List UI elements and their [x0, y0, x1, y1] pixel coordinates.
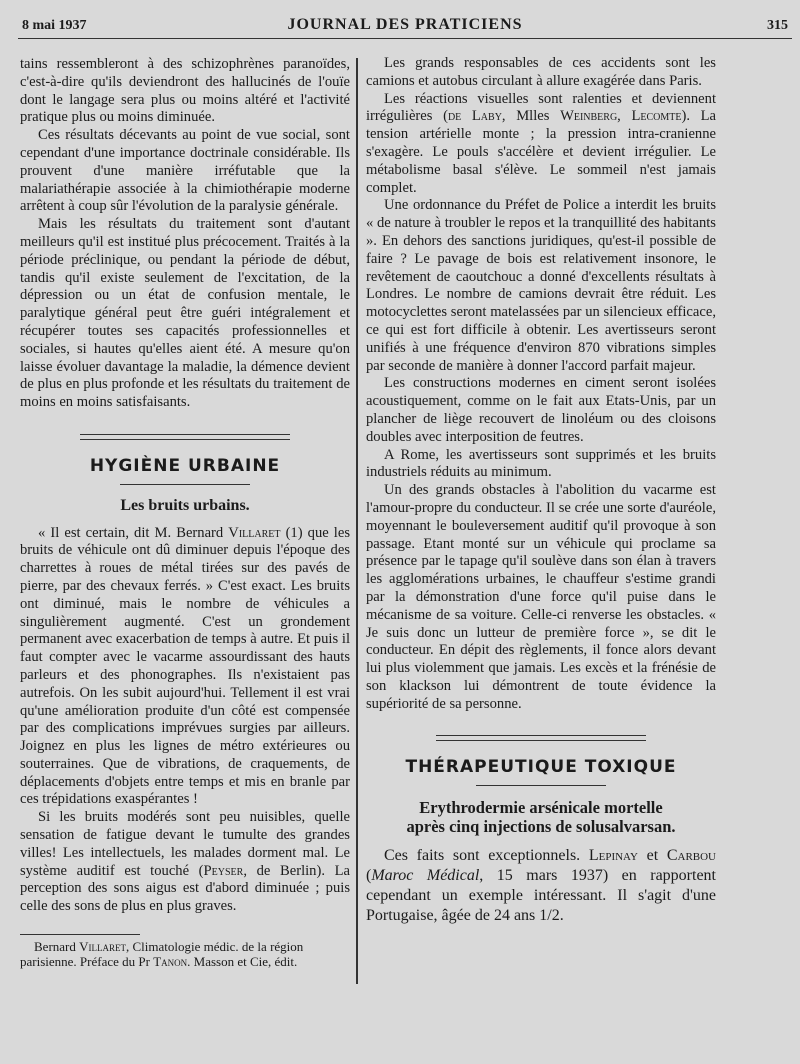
paragraph: Les constructions modernes en ciment seront isolées acoustiquement, comme on le fait aux Etats-Unis, par un plancher de liège recouvert de linoléum ou des cloisons doubles avec interposition de feutres. — [366, 375, 716, 445]
author-name: Villaret — [228, 524, 281, 541]
paragraph: A Rome, les avertisseurs sont supprimés et les bruits industriels réduits au minimum. — [366, 446, 716, 481]
author-name: Peyser — [203, 862, 244, 879]
paragraph: Si les bruits modérés sont peu nuisibles, quelle sensation de fatigue devant le tumulte des grandes villes! Les intellectuels, les malades dorment mal. Le système auditif est touché (Peyser, de Berlin). La perception des sons aigus est d'abord diminuée ; puis celle des sons de plus en plus graves. — [20, 809, 350, 915]
section-title-hygiene: HYGIÈNE URBAINE — [89, 455, 281, 476]
paragraph: Les grands responsables de ces accidents sont les camions et autobus circulant à allure exagérée dans Paris. — [366, 55, 716, 89]
left-column — [20, 56, 350, 969]
paragraph: Les réactions visuelles sont ralenties et deviennent irrégulières (de Laby, Mlles Weinberg, Lecomte). La tension artérielle monte ; la pression intra-cranienne s'exagère. Le pouls s'accélère et devient irrégulier. Le métabolisme basal s'élève. Le sommeil n'est jamais complet. — [366, 90, 717, 196]
right-column — [366, 55, 716, 926]
column-divider — [356, 58, 358, 984]
page-number: 315 — [767, 18, 788, 33]
section-separator — [436, 735, 646, 741]
footnote-rule — [20, 934, 140, 935]
section-title-therapeutique: THÉRAPEUTIQUE TOXIQUE — [405, 757, 677, 778]
header-rule — [18, 38, 792, 39]
paragraph: « Il est certain, dit M. Bernard Villaret (1) que les bruits de véhicule ont dû diminuer depuis l'époque des charrettes à roues de métal tirées sur des pavés de pierre, par des chevaux ferrés. » C'est exact. Les bruits ont diminué, mais le nombre de véhicules a singulièrement augmenté. C'est un grondement permanent avec exacerbation de temps à autre. Et puis il faut compter avec le vacarme assourdissant des hauts parleurs et des phonographes. Ils n'existaient pas autrefois. On les subit aujourd'hui. Tellement il est vrai qu'une amélioration produite d'un côté est compensée par des complications imprévues surgies par ailleurs. Joignez en plus les lignes de métro extérieures ou souterraines. Que de vibrations, de craquements, de déplacements d'objets entre temps et mis en branle par ces trépidations exaspérantes ! — [20, 524, 351, 808]
journal-reference: Maroc Médical — [371, 867, 480, 885]
article-title-erythrodermie: Erythrodermie arsénicale mortelle après cinq injections de solusalvarsan. — [406, 798, 676, 837]
title-underline — [476, 785, 606, 786]
article-title-bruits: Les bruits urbains. — [120, 496, 250, 514]
paragraph: Une ordonnance du Préfet de Police a interdit les bruits « de nature à troubler le repos et la tranquillité des habitants ». En dehors des sanctions juridiques, qu'est-il possible de faire ? Le pavage de bois est relativement insonore, le revêtement de caoutchouc a donné d'excellents résultats à Londres. Le nombre de camions devrait être réduit. Les motocyclettes seront matelassées par un silencieux efficace, ce qui est fort difficile à obtenir. Les avertisseurs seront unifiés à une fréquence d'environ 870 vibrations simples par seconde de manière à donner l'accord parfait majeur. — [366, 197, 716, 374]
footnote: Bernard Villaret, Climatologie médic. de la région parisienne. Préface du Pr Tanon. Masson et Cie, édit. — [20, 939, 304, 970]
paragraph: Ces résultats décevants au point de vue social, sont cependant d'une importance doctrinale considérable. Ils prouvent d'une manière irréfutable que la malariathérapie associée à la chimiothérapie moderne arrêtent à coup sûr l'évolution de la paralysie générale. — [20, 127, 350, 215]
paragraph: Mais les résultats du traitement sont d'autant meilleurs qu'il est institué plus précocement. Traités à la période préclinique, ou pendant la période de début, tandis qu'il existe seulement de l'excitation, de la dépression ou un état de confusion mentale, le paralytique général peut être guéri intégralement et récupérer toutes ses capacités professionnelles et sociales, si hautes qu'elles aient été. A mesure qu'on laisse évoluer davantage la maladie, la démence devient de plus en plus profonde et les résultats du traitement de moins en moins satisfaisants. — [20, 216, 350, 411]
header-date: 8 mai 1937 — [22, 18, 87, 33]
paragraph: Ces faits sont exceptionnels. Lepinay et Carbou (Maroc Médical, 15 mars 1937) en rapportent cependant un exemple intéressant. Il s'agit d'une Portugaise, âgée de 24 ans 1/2. — [366, 847, 717, 925]
paragraph: tains ressembleront à des schizophrènes paranoïdes, c'est-à-dire qu'ils deviendront des hallucinés de l'ouïe dont le langage sera plus ou moins altéré et l'activité pratique plus ou moins diminuée. — [20, 56, 350, 126]
section-separator — [80, 434, 290, 440]
paragraph: Un des grands obstacles à l'abolition du vacarme est l'amour-propre du conducteur. Il se crée une sorte d'auréole, moyennant le bouleversement auditif qu'il provoque à son passage. Etant monté sur un véhicule qui proclame sa présence par le tapage qu'il soulève dans son élan à travers les agglomérations urbaines, le chauffeur s'estime grandi par la démonstration d'une force qu'il puise dans le mécanisme de sa voiture. Celle-ci renverse les obstacles. « Je suis donc un lutteur de première force », se dit le conducteur. En dépit des règlements, il fonce alors devant lui plus violemment que jamais. Les excès et la frénésie de son klackson lui démontrent de toute évidence la supériorité de sa personne. — [366, 482, 716, 712]
page-header — [22, 14, 788, 36]
journal-title: JOURNAL DES PRATICIENS — [287, 16, 523, 33]
title-underline — [120, 484, 250, 485]
